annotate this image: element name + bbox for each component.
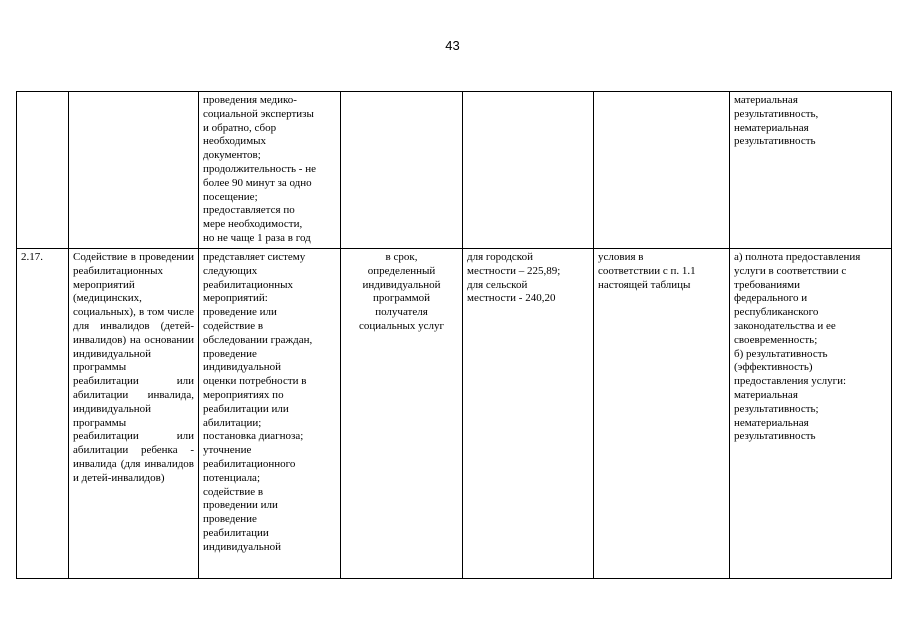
cell-standard (199, 92, 341, 249)
cell-term (341, 92, 463, 249)
cell-conditions (594, 92, 730, 249)
service-name: Содействие в проведении реабилитационных мероприятий (медицинских, социальных), в том числе для инвалидов (детей-инвалидов) на основании индивидуальной программы реабилитации или абилитации инвалида, индивидуальной программы реабилитации или абилитации ребенка - инвалида (для инвалидов и детей-инвалидов) (73, 251, 194, 484)
term-text: в срок, определенный индивидуальной программой получателя социальных услуг (358, 251, 445, 332)
row-number: 2.17. (21, 251, 43, 263)
cell-indicators (730, 92, 892, 249)
indicators-text: а) полнота предоставления услуги в соответствии с требованиями федерального и республиканского законодательства и ее своевременность; б) результативность (эффективность) предоставления услуги: материальная результативность; нематериальная результативность (734, 251, 861, 443)
table-row (17, 249, 892, 579)
standard-text: проведения медико- социальной экспертизы и обратно, сбор необходимых документов; продолжительность - не более 90 минут за одно посещение; предоставляется по мере необходимости, но не чаще 1 раза в год (203, 94, 316, 244)
cell-indicators (730, 249, 892, 579)
cell-service (69, 249, 199, 579)
price-text: для городской местности – 225,89; для сельской местности - 240,20 (467, 251, 561, 305)
conditions-text: условия в соответствии с п. 1.1 настоящей таблицы (598, 251, 696, 291)
page-number: 43 (445, 38, 460, 53)
cell-term (341, 249, 463, 579)
cell-number (17, 92, 69, 249)
cell-service (69, 92, 199, 249)
cell-price (463, 92, 594, 249)
cell-price (463, 249, 594, 579)
cell-number (17, 249, 69, 579)
services-table (16, 91, 892, 579)
cell-conditions (594, 249, 730, 579)
indicators-text: материальная результативность, нематериальная результативность (734, 94, 819, 148)
cell-standard (199, 249, 341, 579)
table-row (17, 92, 892, 249)
standard-text: представляет систему следующих реабилитационных мероприятий: проведение или содействие в обследовании граждан, проведение индивидуальной оценки потребности в мероприятиях по реабилитации или абилитации; постановка диагноза; уточнение реабилитационного потенциала; содействие в проведении или проведение реабилитации индивидуальной (203, 251, 313, 553)
